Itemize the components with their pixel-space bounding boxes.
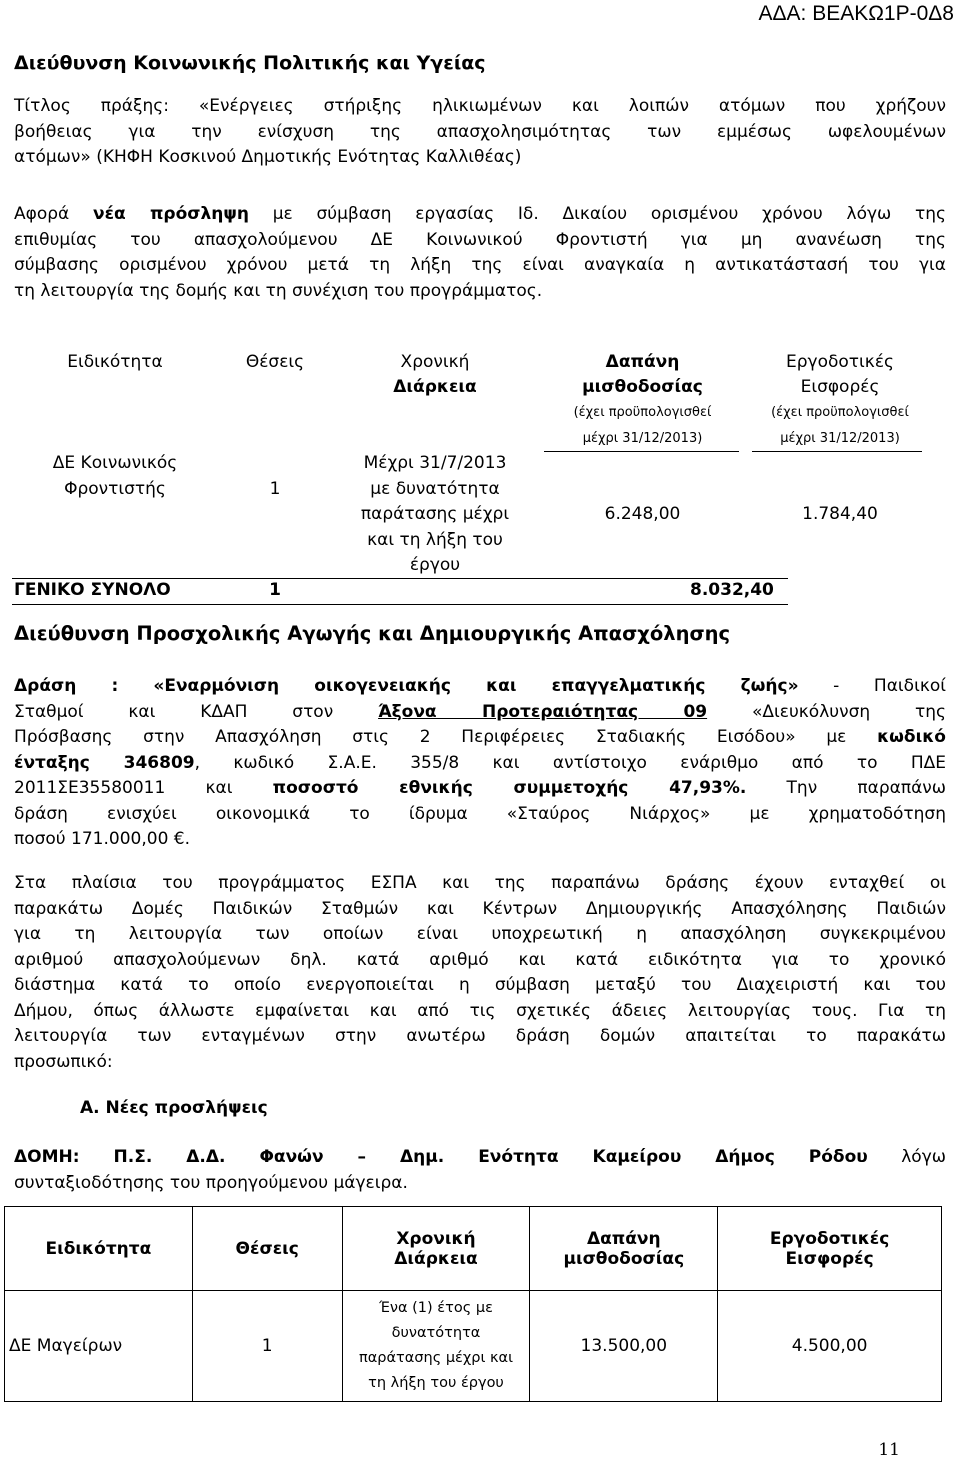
concern-line-2: επιθυμίας του απασχολούμενου ΔΕ Κοινωνικού Φροντιστή για μη ανανέωση της xyxy=(14,229,946,250)
section2-title: Διεύθυνση Προσχολικής Αγωγής και Δημιουργικής Απασχόλησης xyxy=(14,622,731,645)
t1-header-cost-1: Δαπάνη xyxy=(605,352,680,372)
t2-row-contrib: 4.500,00 xyxy=(718,1291,942,1402)
t1-row-specialty-1: ΔΕ Κοινωνικός xyxy=(52,453,178,473)
t2-header-row xyxy=(5,1207,942,1291)
act-line-2: βοήθειας για την ενίσχυση της απασχολησιμότητας των εμμέσως ωφελουμένων xyxy=(14,121,946,142)
t2-header-positions: Θέσεις xyxy=(192,1207,342,1291)
t1-header-cost-2: μισθοδοσίας xyxy=(582,377,703,397)
act-title xyxy=(14,94,946,171)
t1-total-amount: 8.032,40 xyxy=(690,580,774,600)
t1-rule-contrib xyxy=(752,451,922,452)
t1-row-specialty-2: Φροντιστής xyxy=(64,479,166,499)
t1-row-contrib: 1.784,40 xyxy=(802,504,878,524)
t2-header-cost: Δαπάνη μισθοδοσίας xyxy=(530,1207,718,1291)
t1-duration-line-5: έργου xyxy=(409,555,461,575)
t2-row-positions: 1 xyxy=(192,1291,342,1402)
t1-header-cost-note-2: μέχρι 31/12/2013) xyxy=(582,431,703,446)
act-line-3: ατόμων» (ΚΗΦΗ Κοσκινού Δημοτικής Ενότητας Καλλιθέας) xyxy=(14,147,522,167)
action-line-6: δράση ενισχύει οικονομικά το ίδρυμα «Σταύρος Νιάρχος» με χρηματοδότηση xyxy=(14,803,946,824)
t2-header-specialty: Ειδικότητα xyxy=(5,1207,193,1291)
t1-header-cost-note-1: (έχει προϋπολογισθεί xyxy=(573,405,712,420)
action-line-7: ποσού 171.000,00 €. xyxy=(14,829,191,849)
t1-row-cost: 6.248,00 xyxy=(604,504,681,524)
t1-duration-line-2: με δυνατότητα xyxy=(370,478,500,499)
framework-line-8: προσωπικό: xyxy=(14,1051,113,1072)
t1-header-positions: Θέσεις xyxy=(245,352,305,372)
t1-rule-cost xyxy=(544,451,739,452)
t2-data-row xyxy=(5,1291,942,1402)
t1-header-duration-2: Διάρκεια xyxy=(393,377,477,397)
t1-total-bottom-rule xyxy=(12,604,788,605)
t1-total-label: ΓΕΝΙΚΟ ΣΥΝΟΛΟ xyxy=(14,580,171,600)
concern-line-1: Αφορά νέα πρόσληψη με σύμβαση εργασίας Ιδ. Δικαίου ορισμένου χρόνου λόγω της xyxy=(14,204,946,224)
t1-total-positions: 1 xyxy=(269,580,281,600)
t1-duration-line-4: και τη λήξη του xyxy=(367,529,503,550)
structure-line-1: ΔΟΜΗ: Π.Σ. Δ.Δ. Φανών – Δημ. Ενότητα Καμείρου Δήμος Ρόδου λόγω xyxy=(14,1147,946,1167)
framework-paragraph xyxy=(14,871,946,1075)
action-paragraph xyxy=(14,674,946,853)
framework-line-4: αριθμού απασχολούμενων δηλ. κατά αριθμό και κατά ειδικότητα για το χρονικό xyxy=(14,949,946,970)
t2-row-duration: Ένα (1) έτος με δυνατότητα παράτασης μέχρι και τη λήξη του έργου xyxy=(342,1291,530,1402)
t1-duration-line-3: παράτασης μέχρι xyxy=(360,504,510,524)
ada-code: ΑΔΑ: ΒΕΑΚΩ1Ρ-0Δ8 xyxy=(758,2,954,25)
framework-line-1: Στα πλαίσια του προγράμματος ΕΣΠΑ και της παραπάνω δράσης έχουν ενταχθεί οι xyxy=(14,873,946,893)
t2-row-specialty: ΔΕ Μαγείρων xyxy=(5,1291,193,1402)
t1-duration-line-1: Μέχρι 31/7/2013 xyxy=(363,453,507,473)
t1-header-contrib-2: Εισφορές xyxy=(800,377,880,397)
t1-header-contrib-1: Εργοδοτικές xyxy=(786,352,894,372)
section1-title: Διεύθυνση Κοινωνικής Πολιτικής και Υγείας xyxy=(14,52,486,74)
action-line-4: ένταξης 346809, κωδικό Σ.Α.Ε. 355/8 και αντίστοιχο ενάριθμο από το ΠΔΕ xyxy=(14,752,946,773)
page-number: 11 xyxy=(878,1440,900,1460)
action-line-5: 2011ΣΕ35580011 και ποσοστό εθνικής συμμετοχής 47,93%. Την παραπάνω xyxy=(14,778,947,798)
action-line-1: Δράση : «Εναρμόνιση οικογενειακής και επαγγελματικής ζωής» - Παιδικοί xyxy=(14,676,946,696)
framework-line-5: διάστημα κατά το οποίο ενεργοποιείται η σύμβαση μεταξύ του Διαχειριστή και του xyxy=(14,975,946,995)
t2-row-cost: 13.500,00 xyxy=(530,1291,718,1402)
framework-line-6: Δήμου, όπως άλλωστε εμφαίνεται και από τις σχετικές άδειες λειτουργίας τους. Για τη xyxy=(14,1000,946,1021)
concern-line-3: σύμβασης ορισμένου χρόνου μετά τη λήξη της είναι αναγκαία η αντικατάστασή του για xyxy=(14,255,946,275)
action-line-2: Σταθμοί και ΚΔΑΠ στον Άξονα Προτεραιότητας 09 «Διευκόλυνση της xyxy=(14,701,946,722)
act-line-1: Τίτλος πράξης: «Ενέργειες στήριξης ηλικιωμένων και λοιπών ατόμων που χρήζουν xyxy=(14,96,946,116)
concern-line-4: τη λειτουργία της δομής και τη συνέχιση του προγράμματος. xyxy=(14,280,543,301)
t1-header-contrib-note-1: (έχει προϋπολογισθεί xyxy=(771,405,909,420)
t2-header-contrib: Εργοδοτικές Εισφορές xyxy=(718,1207,942,1291)
action-line-3: Πρόσβασης στην Απασχόληση στις 2 Περιφέρειες Σταδιακής Εισόδου» με κωδικό xyxy=(14,727,946,747)
framework-line-2: παρακάτω Δομές Παιδικών Σταθμών και Κέντρων Δημιουργικής Απασχόλησης Παιδιών xyxy=(14,898,946,919)
concern-paragraph xyxy=(14,202,946,304)
structure-paragraph xyxy=(14,1145,946,1196)
t1-header-contrib-note-2: μέχρι 31/12/2013) xyxy=(780,431,900,446)
t1-header-duration-1: Χρονική xyxy=(400,352,470,372)
t2-header-duration: Χρονική Διάρκεια xyxy=(342,1207,530,1291)
t1-row-positions: 1 xyxy=(269,479,281,499)
framework-line-3: για τη λειτουργία των οποίων είναι υποχρεωτική η απασχόληση συγκεκριμένου xyxy=(14,924,946,944)
staff-table-2 xyxy=(4,1206,942,1402)
structure-line-2: συνταξιοδότησης του προηγούμενου μάγειρα. xyxy=(14,1172,408,1193)
t1-header-specialty: Ειδικότητα xyxy=(67,352,163,372)
subheading-new-hires: Α. Νέες προσλήψεις xyxy=(80,1098,268,1118)
t1-row-duration xyxy=(345,451,525,579)
framework-line-7: λειτουργία των ενταγμένων στην ανωτέρω δράση δομών απαιτείται το παρακάτω xyxy=(14,1026,946,1046)
